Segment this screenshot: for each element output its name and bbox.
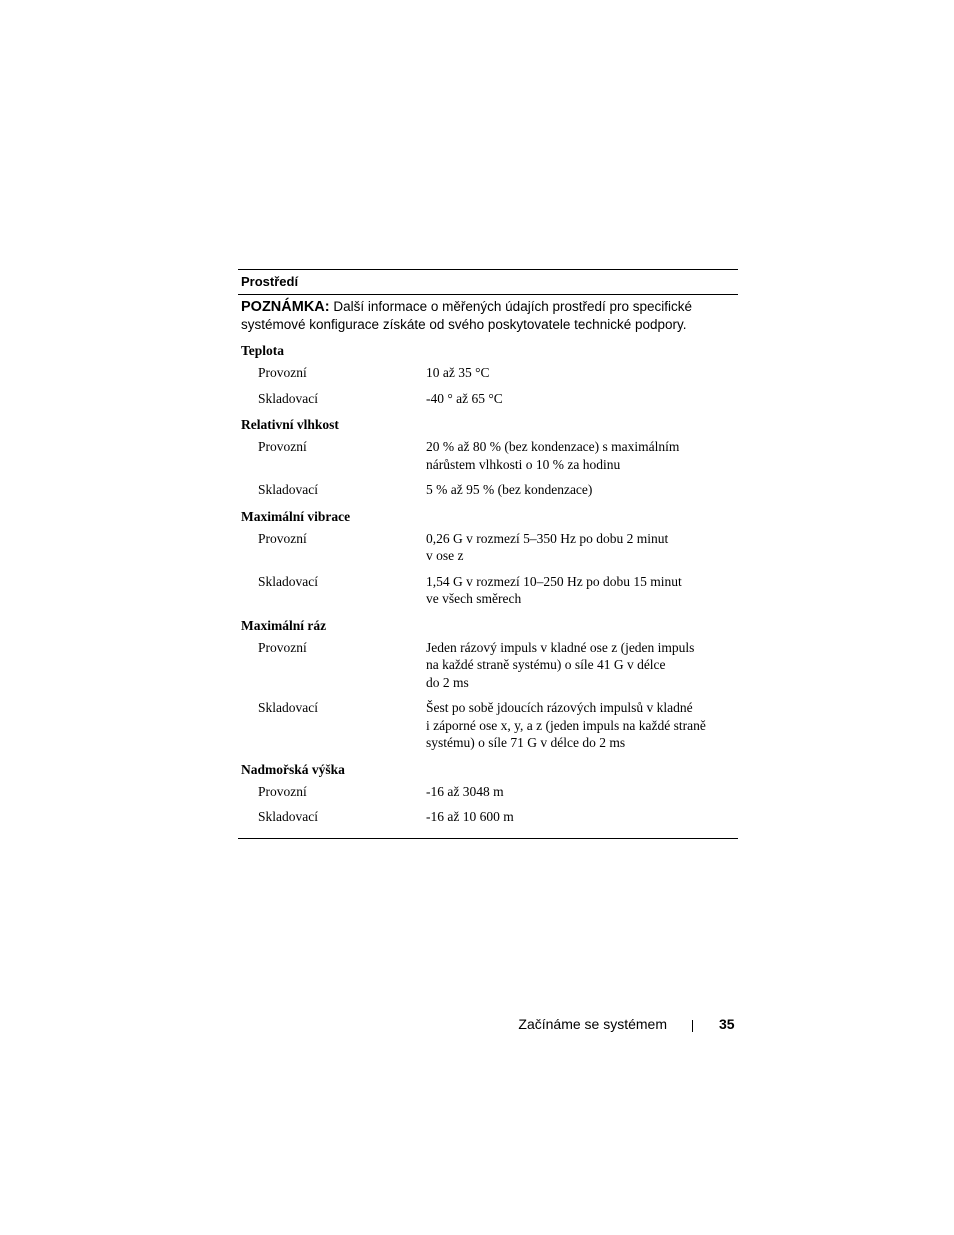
chapter-title: Začínáme se systémem <box>518 1016 667 1032</box>
row-value: 20 % až 80 % (bez kondenzace) s maximálním nárůstem vlhkosti o 10 % za hodinu <box>426 439 680 472</box>
section-heading: Maximální ráz <box>241 617 327 633</box>
row-label: Provozní <box>258 439 307 454</box>
row-label: Provozní <box>258 783 307 799</box>
table-row <box>238 807 738 833</box>
row-value: -40 ° až 65 °C <box>426 390 503 406</box>
table-row <box>238 638 738 699</box>
note <box>238 295 738 333</box>
row-label: Provozní <box>258 639 307 655</box>
table-row <box>238 698 738 759</box>
table-row <box>238 529 738 572</box>
section-heading: Relativní vlhkost <box>241 417 339 432</box>
row-label: Provozní <box>258 530 307 546</box>
table-row <box>238 572 738 615</box>
table-row <box>238 480 738 506</box>
row-value: Jeden rázový impuls v kladné ose z (jeden impuls na každé straně systému) o síle 41 G v délce do 2 ms <box>426 639 695 690</box>
table-row <box>238 389 738 415</box>
row-value: 5 % až 95 % (bez kondenzace) <box>426 482 593 497</box>
row-label: Skladovací <box>258 390 318 406</box>
page-number: 35 <box>719 1016 735 1032</box>
row-value: -16 až 3048 m <box>426 783 504 799</box>
row-value: -16 až 10 600 m <box>426 809 514 824</box>
table-row <box>238 437 738 480</box>
environment-spec-table <box>238 269 738 839</box>
section-heading: Maximální vibrace <box>241 508 351 524</box>
table-title: Prostředí <box>238 270 738 295</box>
spec-rows <box>238 333 738 838</box>
row-label: Skladovací <box>258 573 318 589</box>
page-footer <box>0 1015 954 1035</box>
footer-separator <box>692 1020 693 1032</box>
row-label: Provozní <box>258 365 307 380</box>
section-heading: Teplota <box>241 343 285 358</box>
row-label: Skladovací <box>258 700 318 715</box>
row-label: Skladovací <box>258 482 318 497</box>
row-value: 1,54 G v rozmezí 10–250 Hz po dobu 15 minut ve všech směrech <box>426 573 682 606</box>
table-row <box>238 782 738 808</box>
row-value: 10 až 35 °C <box>426 365 490 380</box>
note-text: Další informace o měřených údajích prostředí pro specifické systémové konfigurace získáte od svého poskytovatele technické podpory. <box>241 299 693 332</box>
table-row <box>238 363 738 389</box>
row-value: 0,26 G v rozmezí 5–350 Hz po dobu 2 minut v ose z <box>426 530 669 563</box>
note-label: POZNÁMKA: <box>241 299 330 315</box>
row-label: Skladovací <box>258 809 318 824</box>
section-heading: Nadmořská výška <box>241 761 345 777</box>
row-value: Šest po sobě jdoucích rázových impulsů v kladné i záporné ose x, y, a z (jeden impuls na každé straně systému) o síle 71 G v délce do 2 ms <box>426 700 706 750</box>
